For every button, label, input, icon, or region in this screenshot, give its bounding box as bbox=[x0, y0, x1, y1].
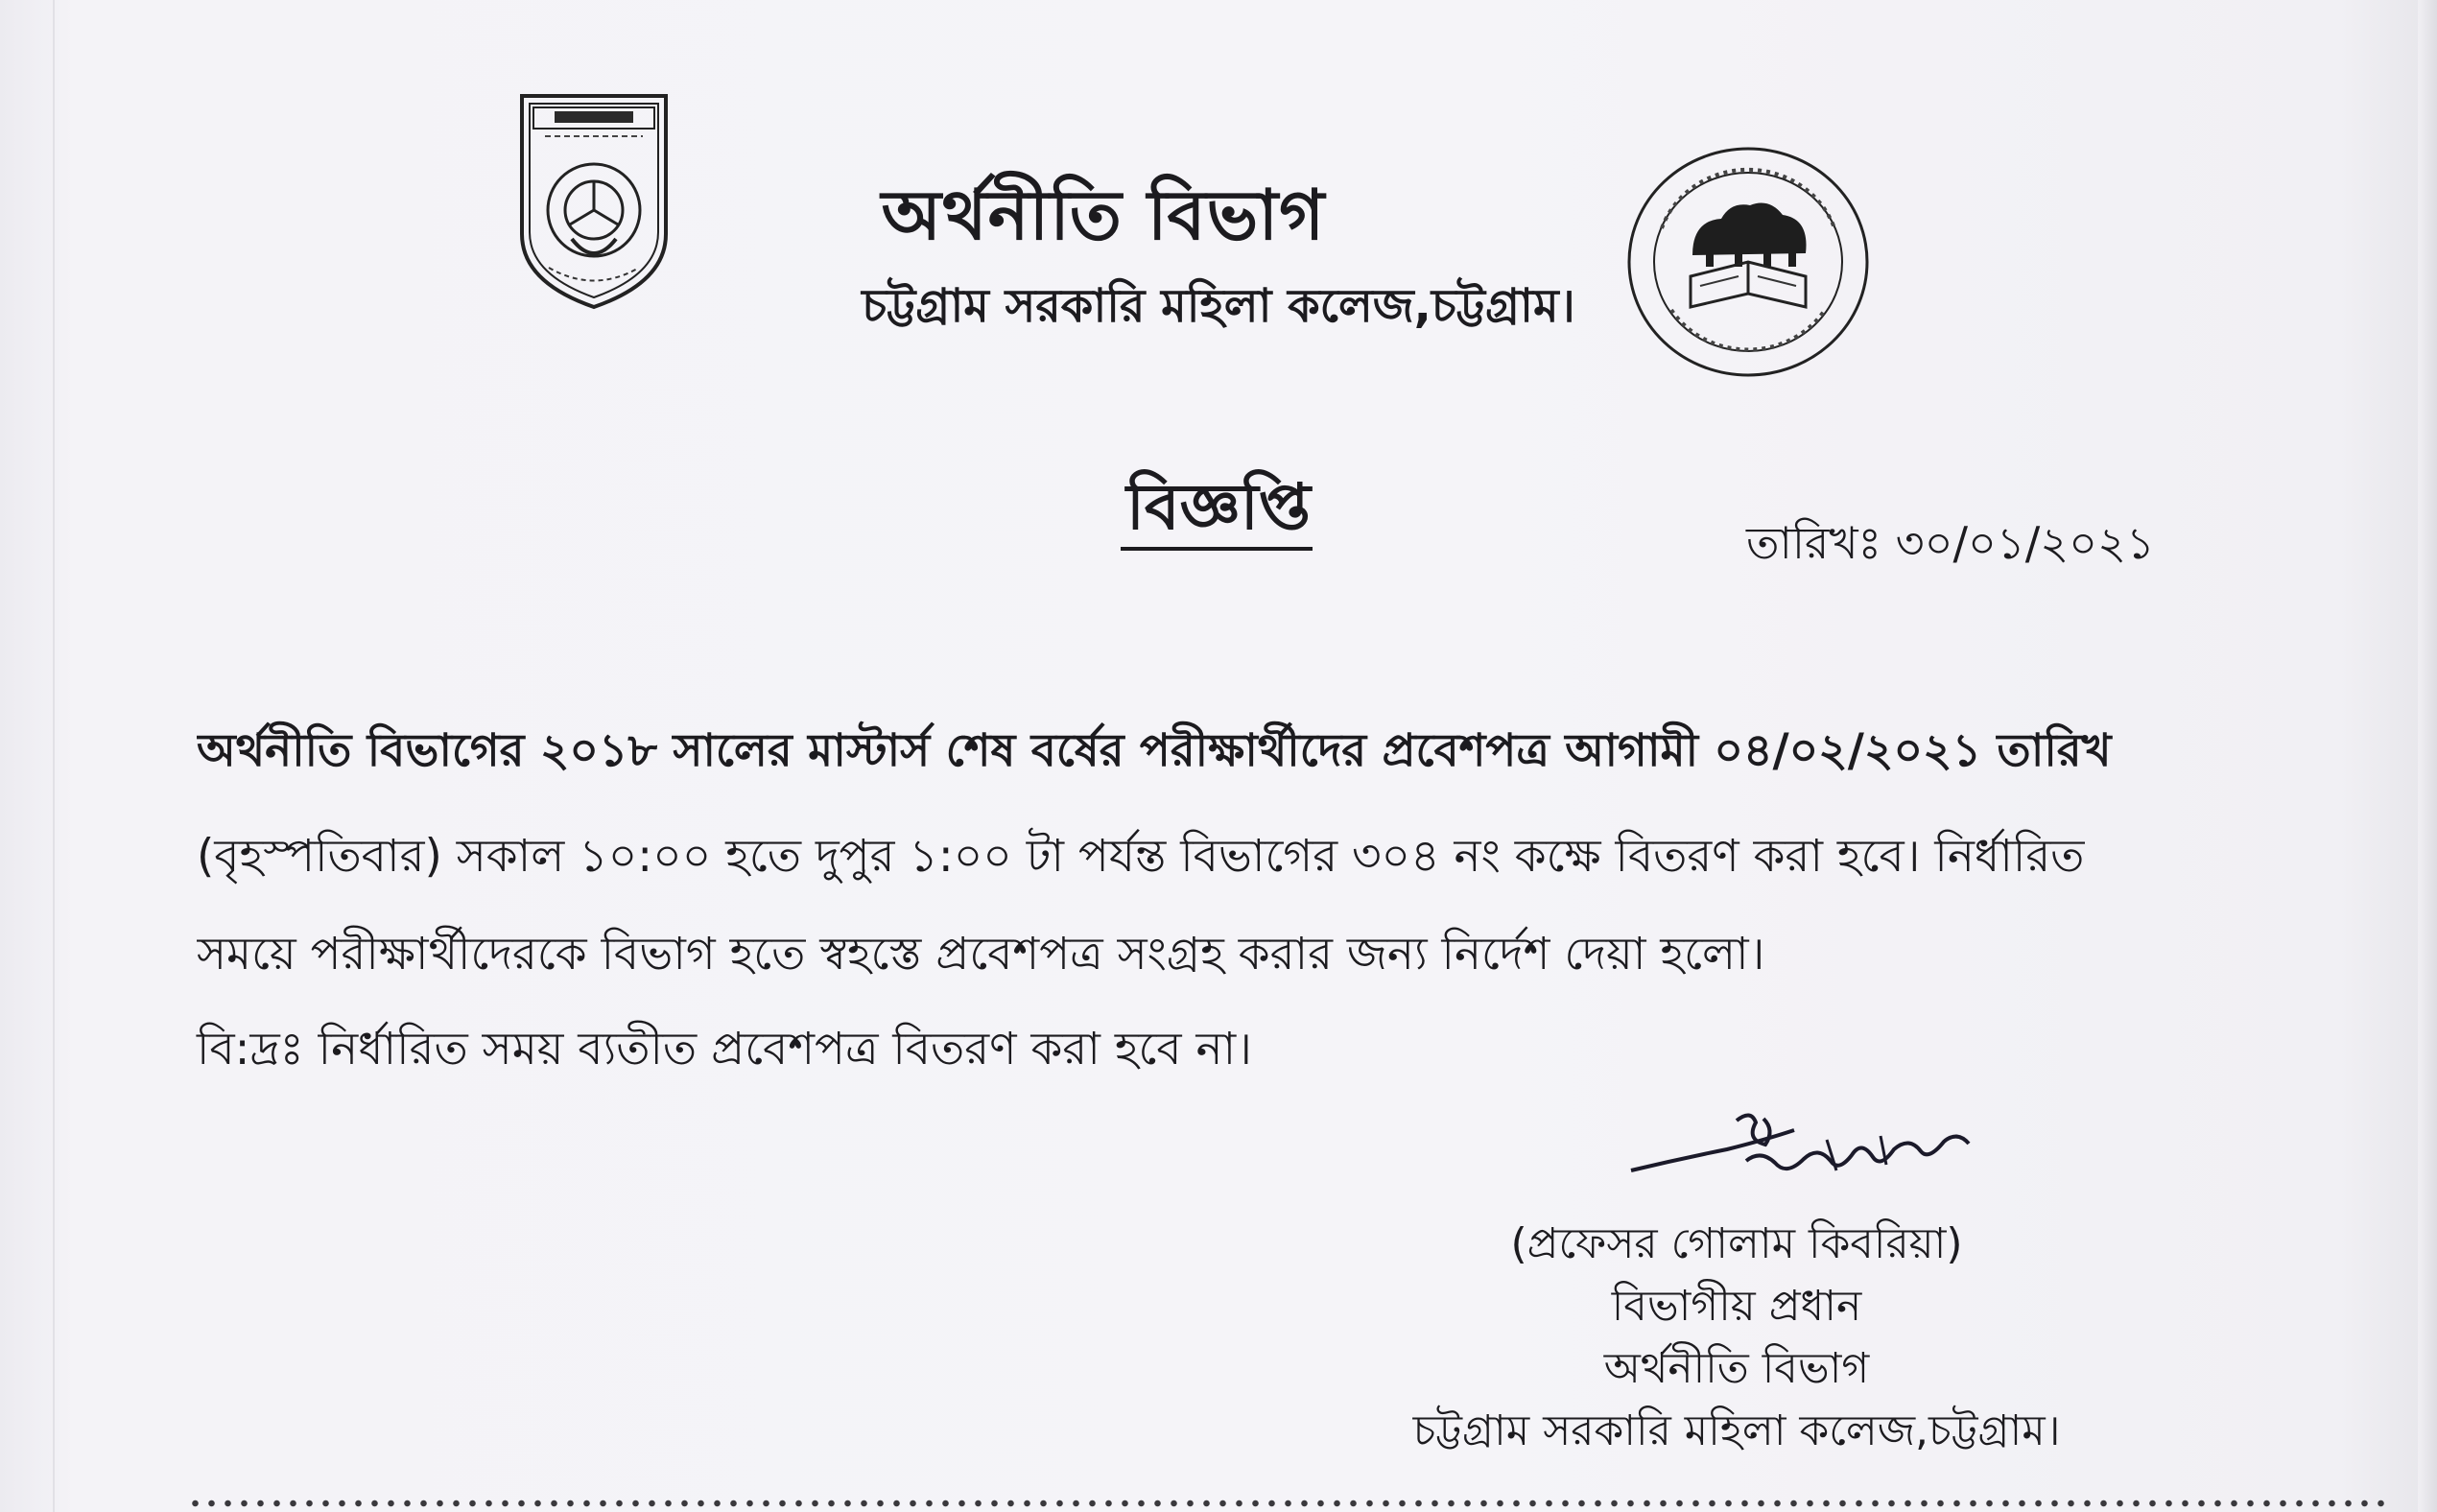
paper-right-edge bbox=[2418, 0, 2437, 1512]
college-round-seal bbox=[1623, 142, 1873, 382]
notice-date: তারিখঃ ৩০/০১/২০২১ bbox=[1746, 517, 2155, 569]
signatory-block bbox=[1343, 1213, 2130, 1462]
college-name: চট্টগ্রাম সরকারি মহিলা কলেজ,চট্টগ্রাম। bbox=[862, 279, 1575, 333]
department-title: অর্থনীতি বিভাগ bbox=[881, 175, 1326, 255]
note-line: বি:দ্রঃ নির্ধারিত সময় ব্যতীত প্রবেশপত্র বিতরণ করা হবে না। bbox=[197, 1023, 1252, 1075]
notice-heading: বিজ্ঞপ্তি bbox=[1126, 470, 1311, 544]
dotted-separator bbox=[187, 1499, 2394, 1508]
paper-fold-line bbox=[53, 0, 55, 1512]
signatory-designation: বিভাগীয় প্রধান bbox=[1611, 1282, 1862, 1331]
signatory-department: অর্থনীতি বিভাগ bbox=[1603, 1344, 1870, 1393]
body-line-3: সময়ে পরীক্ষার্থীদেরকে বিভাগ হতে স্বহস্তে প্রবেশপত্র সংগ্রহ করার জন্য নির্দেশ দেয়া হলো। bbox=[197, 928, 1765, 980]
body-line-2: (বৃহস্পতিবার) সকাল ১০:০০ হতে দুপুর ১:০০ টা পর্যন্ত বিভাগের ৩০৪ নং কক্ষে বিতরণ করা হবে। নির্ধারিত bbox=[197, 830, 2085, 883]
college-shield-logo bbox=[516, 90, 672, 313]
signatory-college: চট্টগ্রাম সরকারি মহিলা কলেজ,চট্টগ্রাম। bbox=[1412, 1406, 2061, 1455]
body-line-1: অর্থনীতি বিভাগের ২০১৮ সালের মাস্টার্স শেষ বর্ষের পরীক্ষার্থীদের প্রবেশপত্র আগামী ০৪/০২/২০২১ তারিখ bbox=[197, 724, 2112, 777]
handwritten-signature bbox=[1621, 1101, 1986, 1207]
notice-heading-underline bbox=[1121, 547, 1313, 551]
signatory-name: (প্রফেসর গোলাম কিবরিয়া) bbox=[1510, 1219, 1963, 1268]
